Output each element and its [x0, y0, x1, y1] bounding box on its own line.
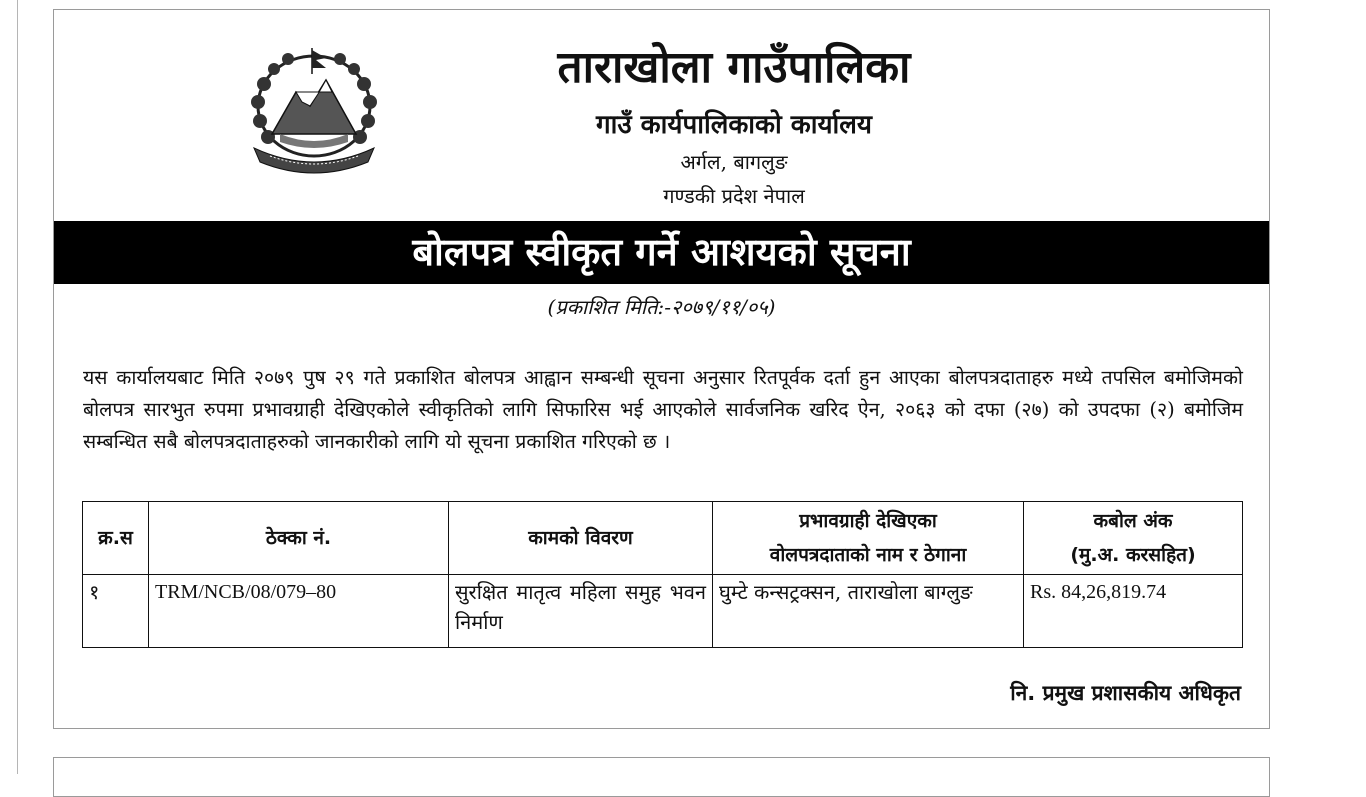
header-bidder-line-2: वोलपत्रदाताको नाम र ठेगाना	[769, 544, 967, 566]
cell-amount: Rs. 84,26,819.74	[1024, 575, 1243, 648]
bid-table	[82, 501, 1243, 648]
next-notice-card	[53, 757, 1270, 797]
table-header-row	[83, 502, 1243, 575]
notice-card	[53, 9, 1270, 729]
header-amount-line-1: कबोल अंक	[1093, 510, 1173, 532]
notice-body: यस कार्यालयबाट मिति २०७९ पुष २९ गते प्रकाशित बोलपत्र आह्वान सम्बन्धी सूचना अनुसार रितपूर्वक दर्ता हुन आएका बोलपत्रदाताहरु मध्ये तपसिल बमोजिमको बोलपत्र सारभुत रुपमा प्रभावग्राही देखिएकोले स्वीकृतिको लागि सिफारिस भई आएकोले सार्वजनिक खरिद ऐन, २०६३ को दफा (२७) को उपदफा (२) बमोजिम सम्बन्धित सबै बोलपत्रदाताहरुको जानकारीको लागि यो सूचना प्रकाशित गरिएको छ ।	[83, 366, 1243, 453]
cell-contract-no: TRM/NCB/08/079–80	[149, 575, 449, 648]
office-subtitle: गाउँ कार्यपालिकाको कार्यालय	[596, 110, 872, 140]
cell-description: सुरक्षित मातृत्व महिला समुह भवन निर्माण	[449, 575, 713, 648]
cell-bidder: घुम्टे कन्सट्रक्सन, ताराखोला बाग्लुङ	[713, 575, 1024, 648]
header-bidder-line-1: प्रभावग्राही देखिएका	[799, 510, 937, 532]
signature-title: नि. प्रमुख प्रशासकीय अधिकृत	[1010, 681, 1241, 705]
cell-serial: १	[83, 575, 149, 648]
page-left-border	[17, 0, 18, 774]
municipality-title: ताराखोला गाउँपालिका	[557, 42, 911, 93]
table-row	[83, 575, 1243, 648]
header-bidder	[713, 502, 1024, 575]
header-amount-line-2: (मु.अ. करसहित)	[1070, 544, 1196, 566]
header-description: कामको विवरण	[449, 502, 713, 575]
header-serial: क्र.स	[83, 502, 149, 575]
address-line-2: गण्डकी प्रदेश नेपाल	[663, 184, 805, 208]
address-line-1: अर्गल, बागलुङ	[680, 150, 788, 174]
published-date: (प्रकाशित मिति:-२०७९/११/०५)	[547, 295, 776, 319]
header-contract-no: ठेक्का नं.	[149, 502, 449, 575]
header-amount	[1024, 502, 1243, 575]
notice-heading-banner: बोलपत्र स्वीकृत गर्ने आशयको सूचना	[54, 221, 1269, 284]
